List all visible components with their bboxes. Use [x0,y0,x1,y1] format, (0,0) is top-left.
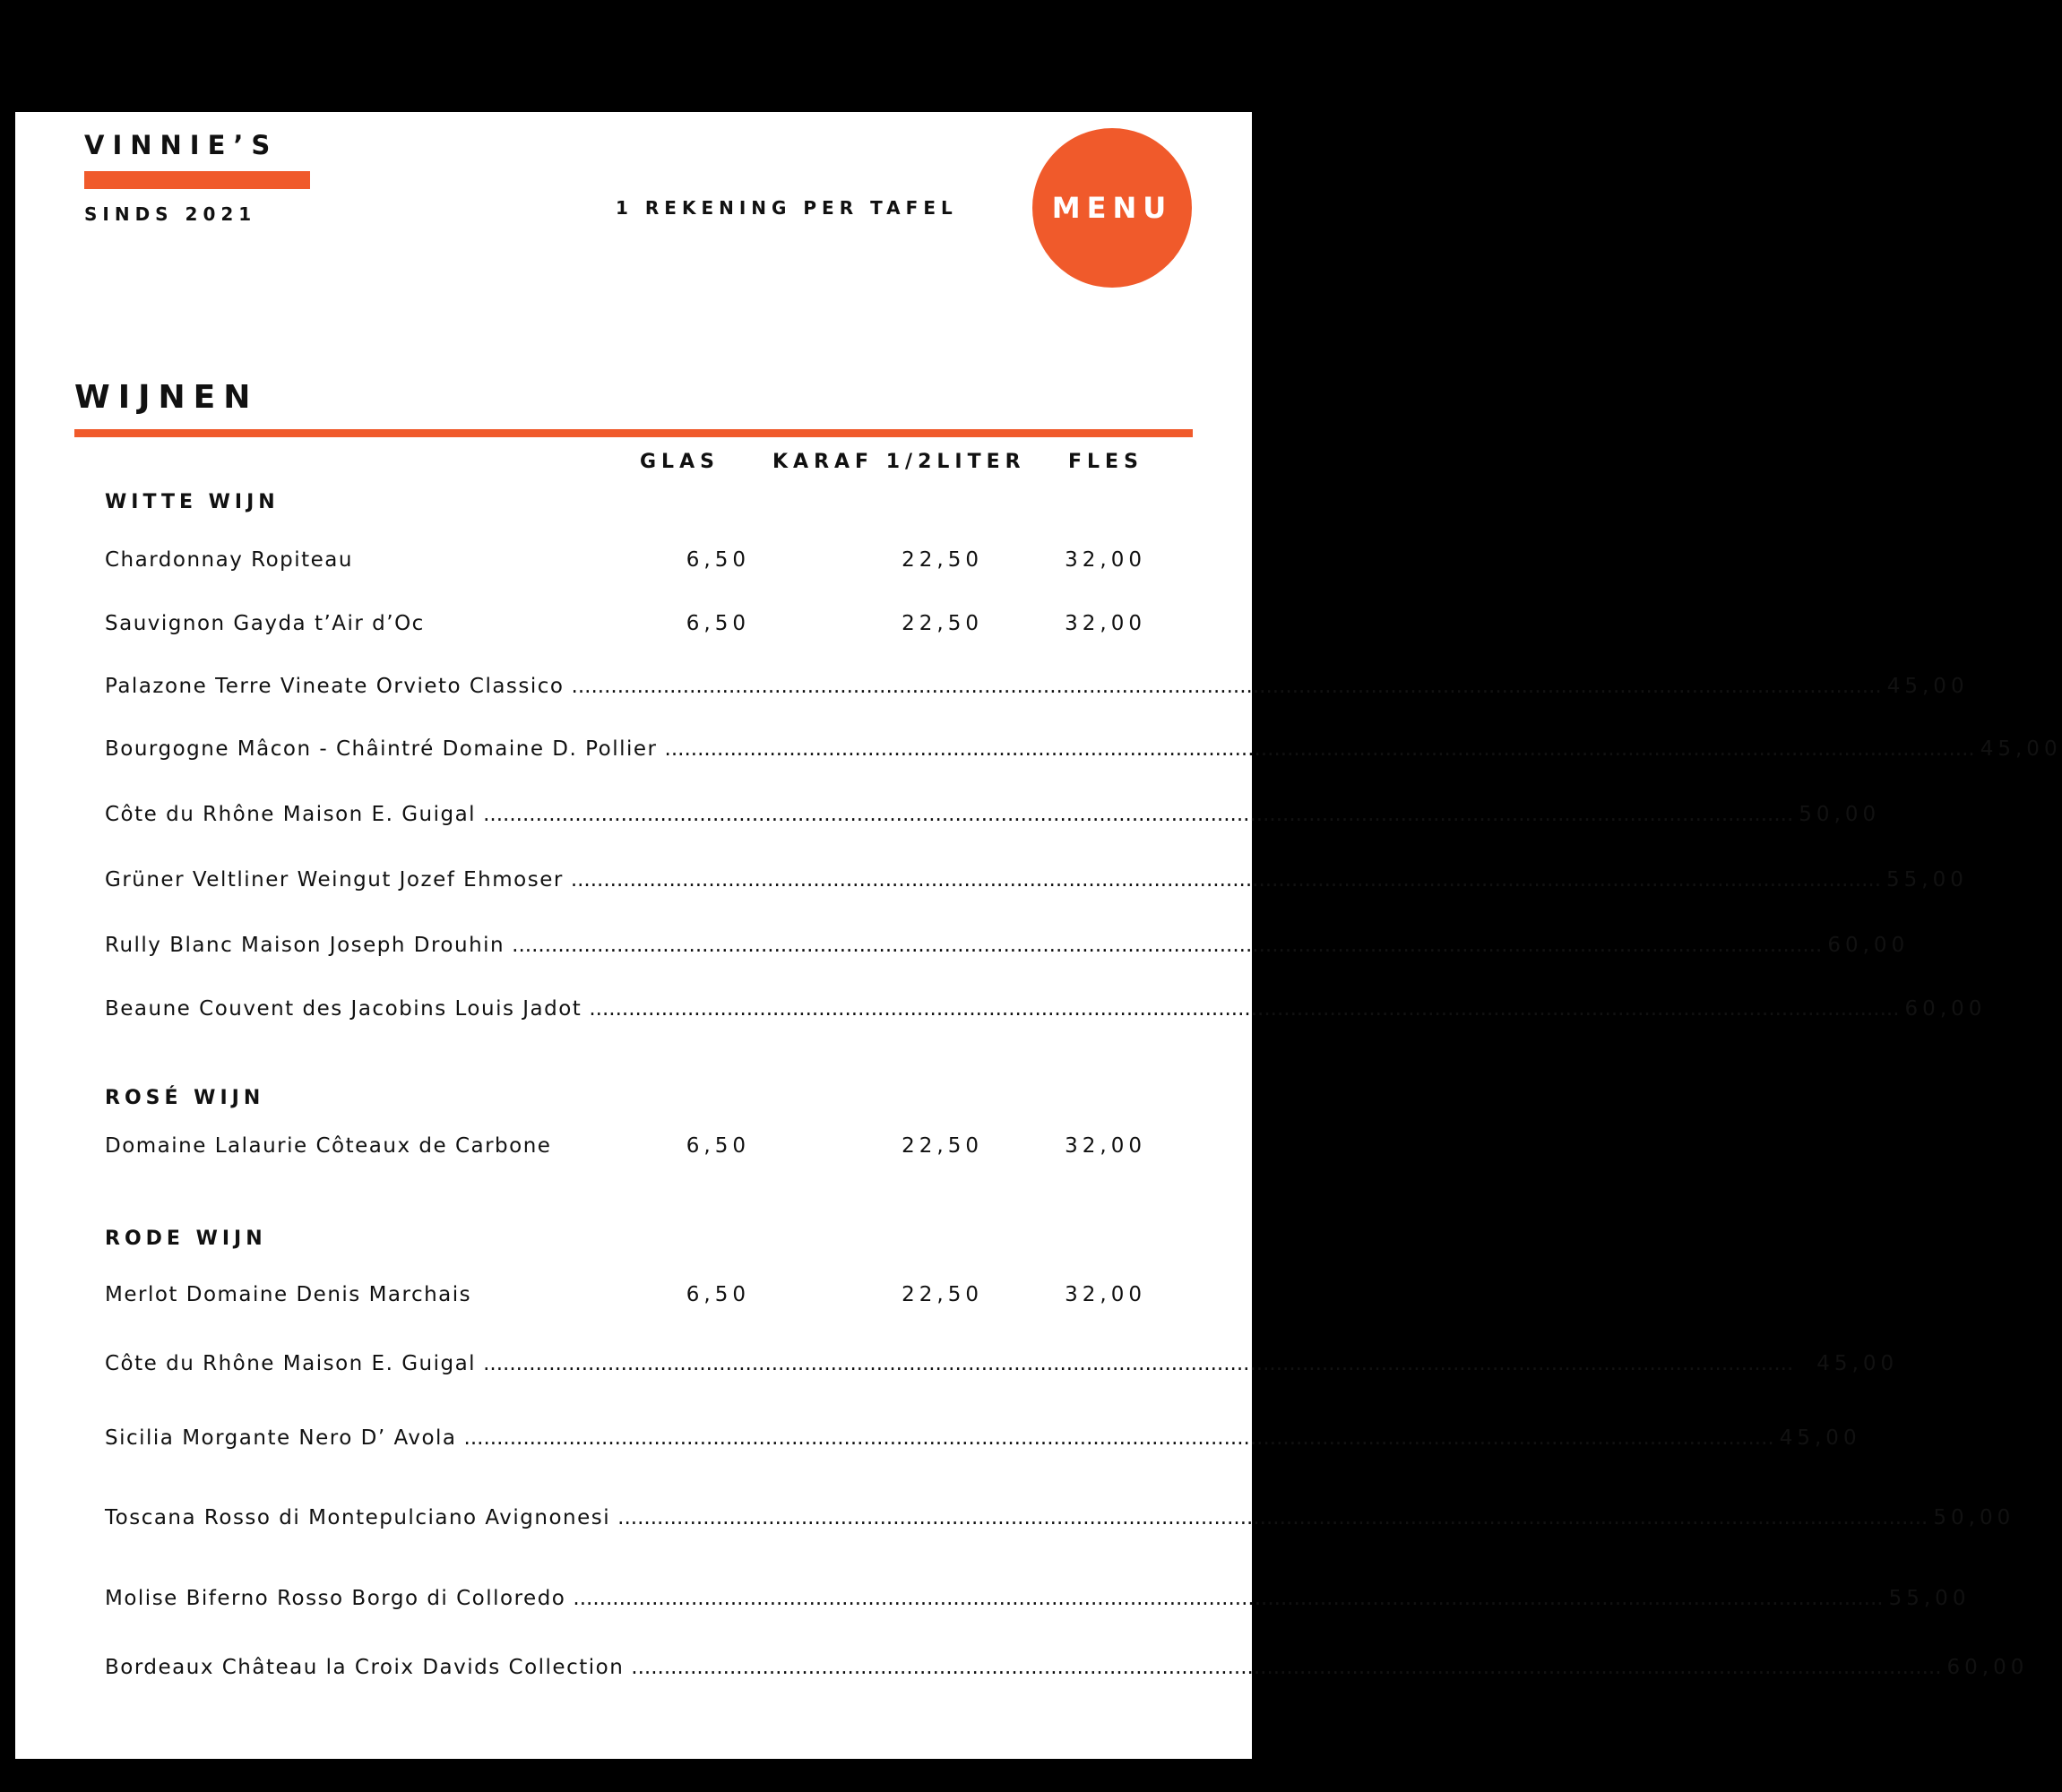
section-title: WIJNEN [74,379,259,416]
dot-leader: ........................................................................................................................................................................................................ [483,803,1794,826]
wine-name: Beaune Couvent des Jacobins Louis Jadot [105,997,582,1021]
wine-name: Bourgogne Mâcon - Châintré Domaine D. Pollier [105,737,658,761]
dot-leader: ........................................................................................................................................................................................................ [571,675,1882,698]
wine-row [105,1656,2029,1686]
price-fles: 60,00 [1827,934,1910,957]
section-divider [74,429,1193,437]
dot-leader: ........................................................................................................................................................................................................ [512,934,1823,957]
dot-leader: ........................................................................................................................................................................................................ [664,737,1975,761]
price-fles: 32,00 [1065,1134,1146,1158]
price-fles: 32,00 [1065,1283,1146,1306]
wine-row [105,934,1910,964]
wine-row [105,612,1146,642]
wine-row [105,1587,1971,1617]
wine-name: Molise Biferno Rosso Borgo di Colloredo [105,1587,566,1610]
wine-row [105,675,1969,705]
wine-row [105,1352,1899,1383]
price-glas: 6,50 [686,548,750,572]
wine-name: Sauvignon Gayda t’Air d’Oc [105,612,425,635]
wine-name: Rully Blanc Maison Joseph Drouhin [105,934,505,957]
category-white-wine: WITTE WIJN [105,491,280,513]
wine-row [105,803,1881,833]
price-fles: 60,00 [1904,997,1987,1021]
price-glas: 6,50 [686,1134,750,1158]
wine-row [105,1134,1146,1165]
dot-leader: ........................................................................................................................................................................................................ [631,1656,1942,1679]
menu-page [15,112,2062,1759]
price-fles: 45,00 [1816,1352,1899,1375]
price-fles: 45,00 [1980,737,2062,761]
wine-name: Merlot Domaine Denis Marchais [105,1283,472,1306]
price-karaf: 22,50 [902,1134,983,1158]
dot-leader: ........................................................................................................................................................................................................ [617,1506,1928,1529]
price-fles: 55,00 [1886,868,1968,892]
price-fles: 50,00 [1799,803,1881,826]
price-karaf: 22,50 [902,1283,983,1306]
wine-name: Domaine Lalaurie Côteaux de Carbone [105,1134,552,1158]
dot-leader: ........................................................................................................................................................................................................ [570,868,1882,892]
price-karaf: 22,50 [902,612,983,635]
dot-leader: ........................................................................................................................................................................................................ [589,997,1900,1021]
price-fles: 32,00 [1065,612,1146,635]
wine-row [105,1426,1861,1457]
price-fles: 60,00 [1946,1656,2029,1679]
wine-name: Côte du Rhône Maison E. Guigal [105,803,477,826]
category-rose-wine: ROSÉ WIJN [105,1087,265,1109]
menu-badge [1032,128,1192,288]
price-fles: 50,00 [1933,1506,2015,1529]
column-header-fles: FLES [1068,451,1143,473]
wine-row [105,997,1987,1028]
wine-name: Chardonnay Ropiteau [105,548,353,572]
dot-leader: ........................................................................................................................................................................................................ [463,1426,1774,1450]
column-header-karaf: KARAF 1/2LITER [772,451,1026,473]
category-red-wine: RODE WIJN [105,1228,267,1250]
brand-accent-bar [84,171,310,189]
price-fles: 45,00 [1886,675,1969,698]
wine-name: Bordeaux Château la Croix Davids Collection [105,1656,625,1679]
price-glas: 6,50 [686,612,750,635]
brand-name: VINNIE’S [84,130,279,160]
billing-note: 1 REKENING PER TAFEL [616,197,958,219]
wine-row [105,1283,1146,1314]
wine-name: Sicilia Morgante Nero D’ Avola [105,1426,457,1450]
dot-leader: ........................................................................................................................................................................................................ [483,1352,1794,1375]
wine-row [105,548,1146,579]
price-fles: 55,00 [1888,1587,1971,1610]
wine-name: Côte du Rhône Maison E. Guigal [105,1352,477,1375]
price-glas: 6,50 [686,1283,750,1306]
price-fles: 45,00 [1779,1426,1861,1450]
column-header-glas: GLAS [640,451,720,473]
wine-name: Palazone Terre Vineate Orvieto Classico [105,675,565,698]
wine-name: Toscana Rosso di Montepulciano Avignonesi [105,1506,611,1529]
wine-row [105,1506,2015,1537]
wine-row [105,737,2062,768]
brand-block [84,130,310,225]
menu-badge-label: MENU [1051,191,1173,225]
price-karaf: 22,50 [902,548,983,572]
price-fles: 32,00 [1065,548,1146,572]
wine-name: Grüner Veltliner Weingut Jozef Ehmoser [105,868,564,892]
dot-leader: ........................................................................................................................................................................................................ [573,1587,1884,1610]
brand-since: SINDS 2021 [84,203,257,225]
wine-row [105,868,1968,899]
